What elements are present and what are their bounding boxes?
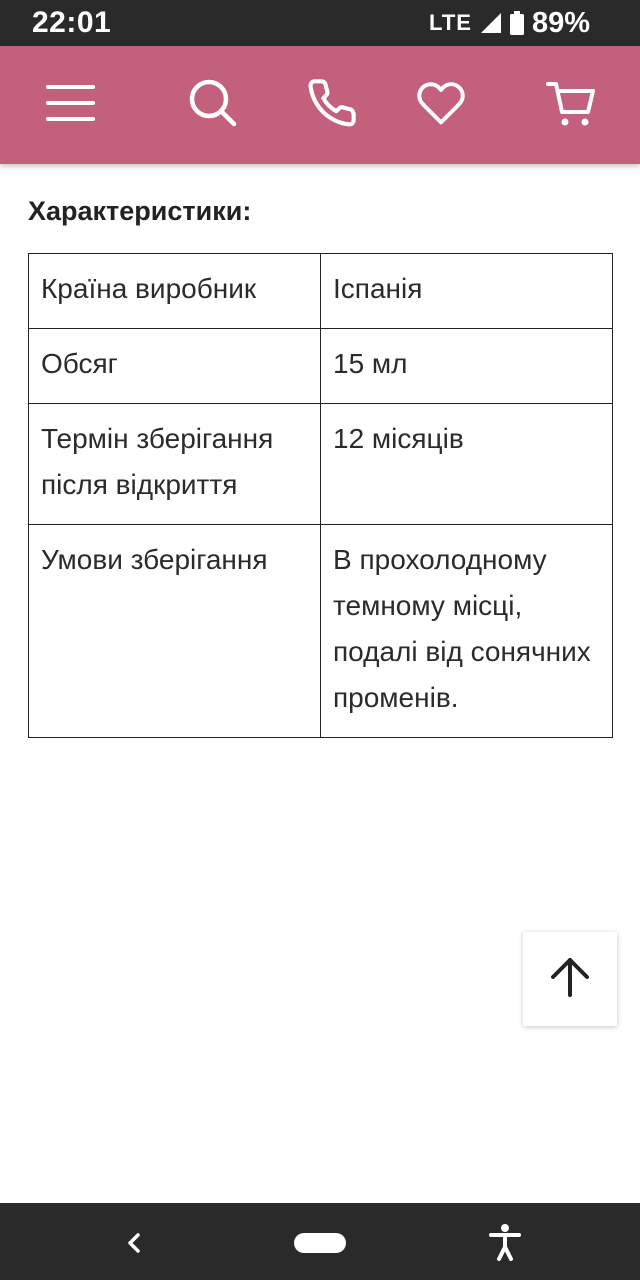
phone-icon [306, 77, 358, 134]
search-button[interactable] [168, 46, 258, 164]
table-row [29, 329, 613, 404]
heart-icon [416, 80, 466, 131]
battery-percent: 89% [531, 6, 590, 39]
signal-icon [480, 12, 502, 34]
table-row [29, 525, 613, 738]
top-navbar [0, 46, 640, 164]
spec-key: Термін зберігання після відкриття [29, 404, 321, 525]
cart-icon [546, 78, 596, 133]
spec-key: Умови зберігання [29, 525, 321, 738]
menu-button[interactable] [26, 46, 116, 164]
battery-icon [510, 11, 524, 35]
spec-key: Країна виробник [29, 254, 321, 329]
spec-value: Іспанія [321, 254, 613, 329]
home-pill[interactable] [294, 1233, 346, 1253]
table-row [29, 404, 613, 525]
phone-button[interactable] [287, 46, 377, 164]
arrow-up-icon [549, 956, 591, 1003]
search-icon [188, 78, 238, 133]
status-bar [0, 0, 640, 46]
specs-title: Характеристики: [28, 196, 252, 226]
status-indicators [429, 7, 590, 40]
wishlist-button[interactable] [396, 46, 486, 164]
system-navigation-bar [0, 1203, 640, 1280]
back-icon[interactable] [118, 1225, 148, 1264]
menu-icon [46, 83, 96, 128]
spec-value: В прохолодному темному місці, подалі від сонячних променів. [321, 525, 613, 738]
spec-value: 15 мл [321, 329, 613, 404]
spec-value: 12 місяців [321, 404, 613, 525]
table-row [29, 254, 613, 329]
scroll-to-top-button[interactable] [523, 932, 617, 1026]
specs-table [28, 253, 613, 738]
network-type: LTE [429, 10, 472, 35]
accessibility-icon[interactable] [488, 1223, 522, 1266]
cart-button[interactable] [526, 46, 616, 164]
status-time: 22:01 [32, 6, 112, 39]
spec-key: Обсяг [29, 329, 321, 404]
